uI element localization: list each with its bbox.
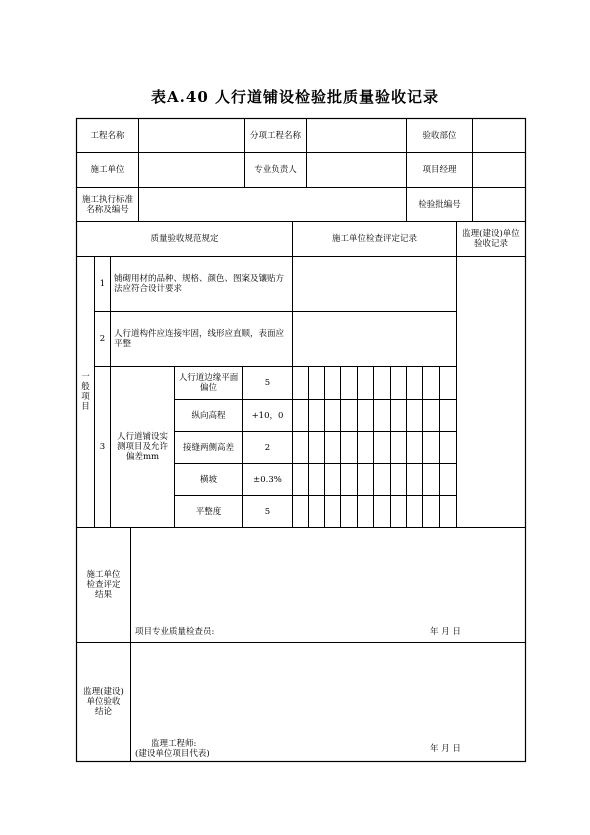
tech-lead-field[interactable] xyxy=(307,153,406,187)
project-name-label: 工程名称 xyxy=(90,130,125,141)
item-3-text: 人行道铺设实测项目及允许偏差mm xyxy=(116,432,168,462)
deviation-value: 5 xyxy=(264,506,271,517)
supervision-result-label: 监理(建设)单位验收结论 xyxy=(83,687,124,717)
construction-result-date: 年 月 日 xyxy=(430,627,461,637)
item-number: 2 xyxy=(99,334,106,344)
tech-lead-label: 专业负责人 xyxy=(254,165,297,175)
construction-unit-label: 施工单位 xyxy=(90,165,125,175)
deviation-name: 接缝两侧高差 xyxy=(182,442,234,453)
construction-unit-field[interactable] xyxy=(139,153,244,187)
deviation-name: 人行道边缘平面偏位 xyxy=(178,373,239,393)
supervision-record-field[interactable] xyxy=(457,257,525,527)
spec-column-header: 质量验收规范规定 xyxy=(150,234,219,244)
construction-record-header: 施工单位检查评定记录 xyxy=(331,234,417,244)
standard-field[interactable] xyxy=(139,188,406,221)
construction-result-label: 施工单位检查评定结果 xyxy=(86,570,121,600)
deviation-value: 5 xyxy=(264,378,271,388)
quality-inspector-label: 项目专业质量检查员: xyxy=(135,627,215,637)
deviation-value: +10，0 xyxy=(251,410,284,421)
standard-label: 施工执行标准名称及编号 xyxy=(81,194,133,215)
owner-representative-label: (建设单位项目代表) xyxy=(135,748,210,759)
item-2-text: 人行道构件应连接牢固，线形应直顺，表面应平整 xyxy=(114,329,285,349)
project-manager-label: 项目经理 xyxy=(422,165,457,175)
project-manager-field[interactable] xyxy=(473,153,525,187)
acceptance-part-label: 验收部位 xyxy=(422,130,457,141)
item-1-record[interactable] xyxy=(293,257,456,311)
deviation-value: ±0.3% xyxy=(253,474,282,485)
page-title: 表A.40 人行道铺设检验批质量验收记录 xyxy=(151,88,439,106)
acceptance-part-field[interactable] xyxy=(473,119,525,152)
general-items-label: 一般项目 xyxy=(81,372,90,412)
deviation-name: 横坡 xyxy=(199,474,217,485)
item-number: 3 xyxy=(99,442,106,452)
deviation-value: 2 xyxy=(264,442,271,453)
item-2-record[interactable] xyxy=(293,312,456,366)
item-number: 1 xyxy=(99,279,106,289)
sub-project-field[interactable] xyxy=(307,119,406,152)
batch-no-field[interactable] xyxy=(473,188,525,221)
supervision-engineer-label: 监理工程师: xyxy=(151,738,197,749)
deviation-name: 纵向高程 xyxy=(191,410,226,421)
project-name-field[interactable] xyxy=(139,119,244,152)
supervision-result-field[interactable] xyxy=(131,643,525,735)
batch-no-label: 检验批编号 xyxy=(418,199,461,210)
item-1-text: 铺砌用材的品种、规格、颜色、图案及镶贴方法应符合设计要求 xyxy=(114,274,285,294)
deviation-name: 平整度 xyxy=(195,506,222,517)
supervision-record-header: 监理(建设)单位验收记录 xyxy=(462,229,520,249)
construction-result-field[interactable] xyxy=(131,528,525,623)
supervision-result-date: 年 月 日 xyxy=(430,744,461,754)
sub-project-label: 分项工程名称 xyxy=(249,130,301,141)
